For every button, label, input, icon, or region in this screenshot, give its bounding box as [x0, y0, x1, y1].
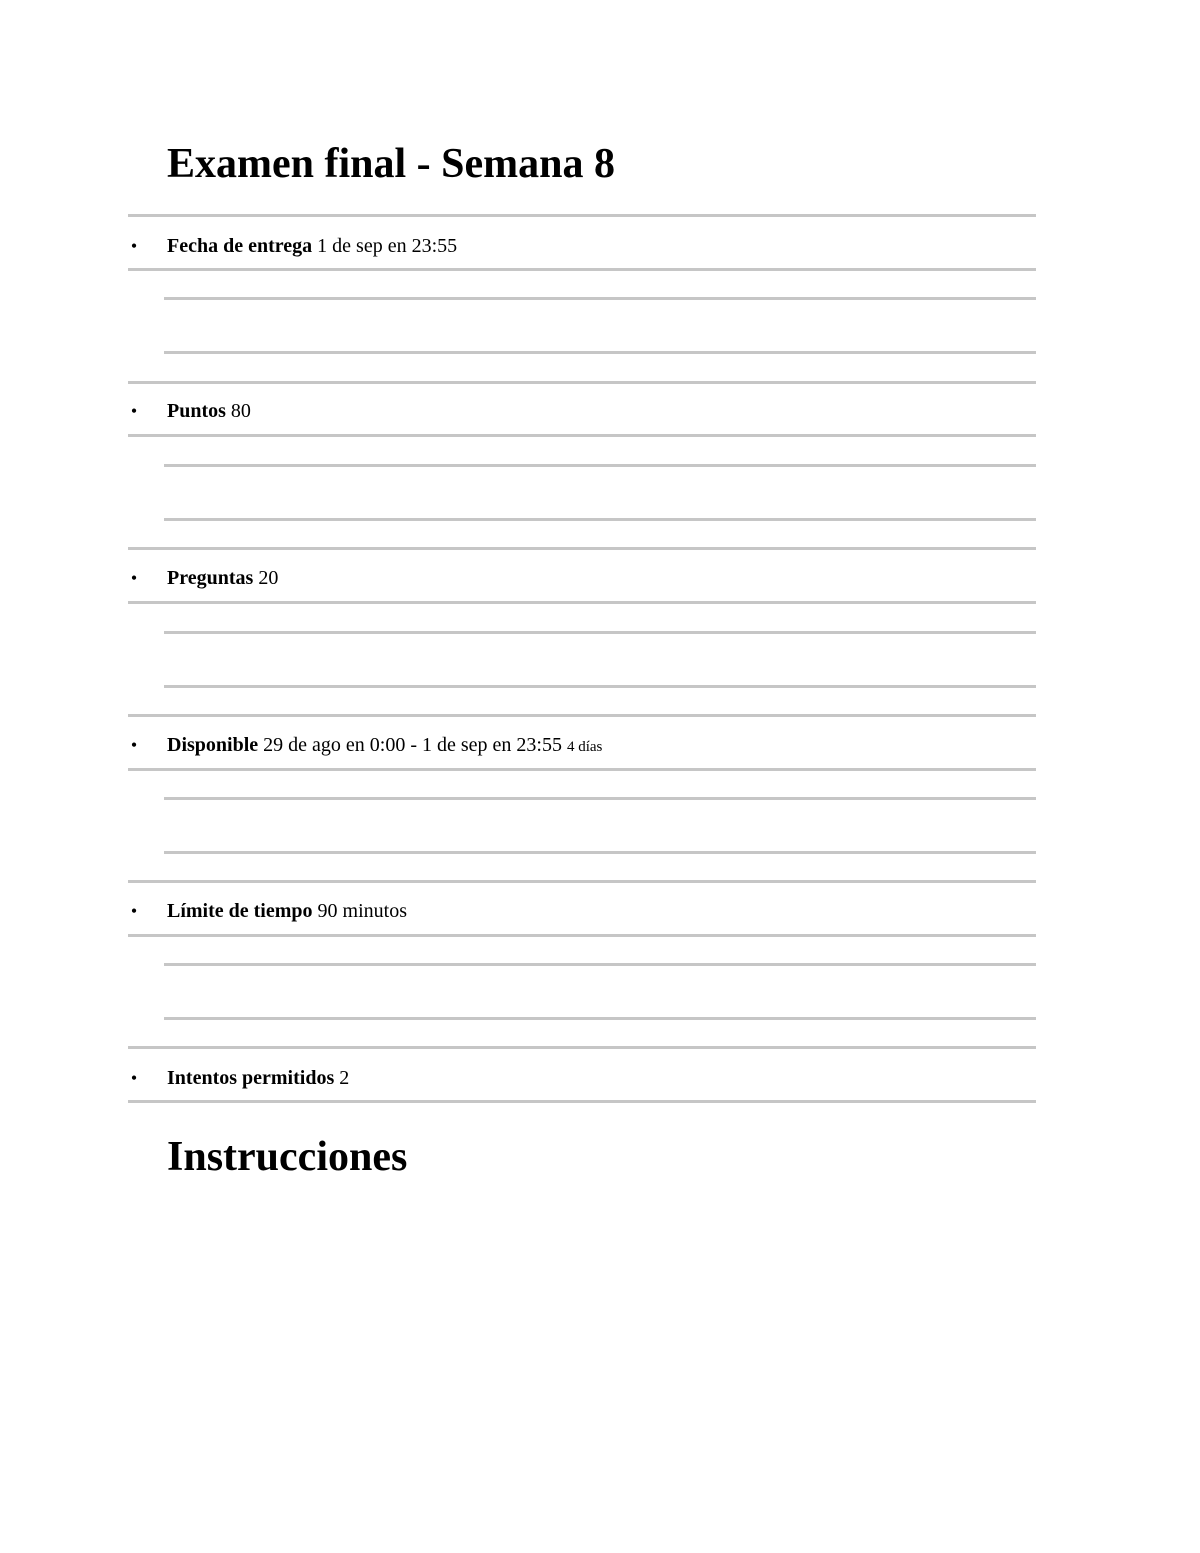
- divider: [128, 1046, 1036, 1049]
- divider: [128, 381, 1036, 384]
- divider: [128, 547, 1036, 550]
- divider: [128, 768, 1036, 771]
- divider: [128, 1100, 1036, 1103]
- divider: [128, 268, 1036, 271]
- detail-value: 29 de ago en 0:00 - 1 de sep en 23:55: [263, 734, 562, 756]
- detail-label: Preguntas: [167, 567, 254, 589]
- detail-label: Fecha de entrega: [167, 235, 313, 257]
- divider: [128, 214, 1036, 217]
- divider: [164, 297, 1036, 300]
- bullet-icon: •: [130, 236, 138, 256]
- detail-time-limit: [128, 896, 1036, 926]
- detail-label: Puntos: [167, 400, 226, 422]
- divider: [164, 351, 1036, 354]
- bullet-icon: •: [130, 401, 138, 421]
- detail-points: [128, 396, 1036, 426]
- detail-value: 80: [230, 400, 251, 422]
- divider: [164, 797, 1036, 800]
- bullet-icon: •: [130, 735, 138, 755]
- detail-value: 20: [258, 567, 279, 589]
- divider: [128, 880, 1036, 883]
- divider: [164, 464, 1036, 467]
- divider: [164, 963, 1036, 966]
- divider: [128, 601, 1036, 604]
- divider: [128, 934, 1036, 937]
- detail-due-date: [128, 231, 1036, 261]
- instructions-heading: Instrucciones: [167, 1134, 408, 1180]
- divider: [164, 631, 1036, 634]
- divider: [128, 714, 1036, 717]
- detail-label: Límite de tiempo: [167, 900, 313, 922]
- bullet-icon: •: [130, 901, 138, 921]
- bullet-icon: •: [130, 568, 138, 588]
- detail-questions: [128, 563, 1036, 593]
- detail-value: 90 minutos: [317, 900, 407, 922]
- page-title: Examen final - Semana 8: [167, 141, 616, 187]
- detail-label: Intentos permitidos: [167, 1067, 335, 1089]
- divider: [128, 434, 1036, 437]
- divider: [164, 685, 1036, 688]
- detail-attempts: [128, 1063, 1036, 1093]
- divider: [164, 518, 1036, 521]
- bullet-icon: •: [130, 1068, 138, 1088]
- detail-available: [128, 730, 1036, 760]
- detail-value: 1 de sep en 23:55: [317, 235, 458, 257]
- detail-duration: 4 días: [566, 739, 603, 755]
- detail-label: Disponible: [167, 734, 259, 756]
- divider: [164, 1017, 1036, 1020]
- detail-value: 2: [339, 1067, 350, 1089]
- divider: [164, 851, 1036, 854]
